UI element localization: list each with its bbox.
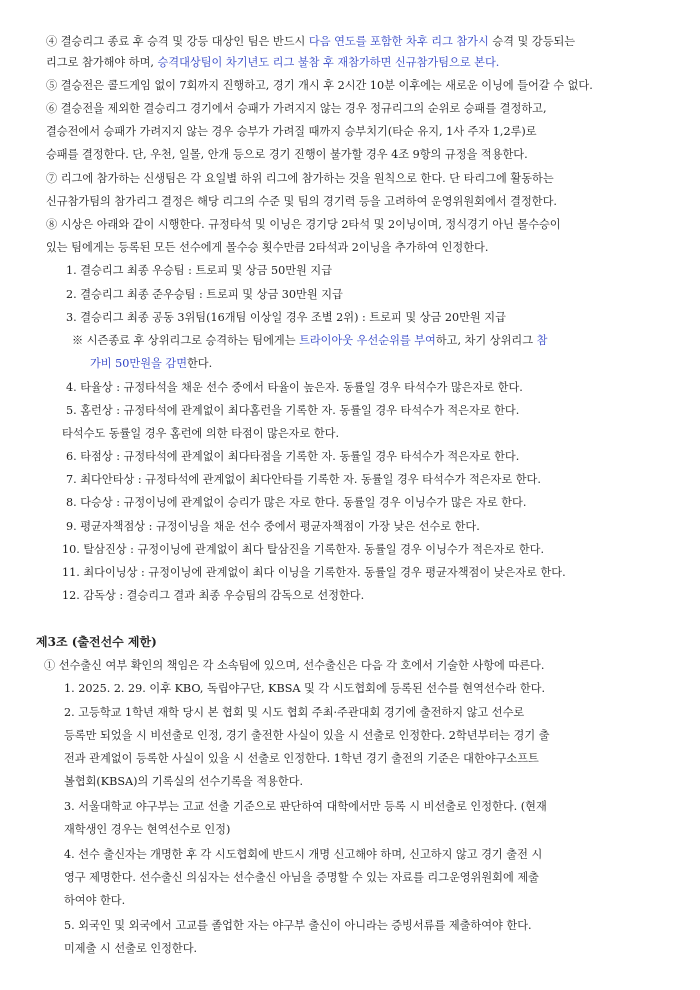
rule-item: 영구 제명한다. 선수출신 의심자는 선수출신 아님을 증명할 수 있는 자료를 리그운영위원회에 제출 bbox=[64, 871, 539, 884]
item4-line1 bbox=[46, 35, 575, 49]
award-item: 10. 탈삼진상 : 규정이닝에 관계없이 최다 탈삼진을 기록한자. 동률일 경우 이닝수가 적은자로 한다. bbox=[62, 543, 545, 556]
award-item: 12. 감독상 : 결승리그 결과 최종 우승팀의 감독으로 선정한다. bbox=[62, 589, 365, 602]
promotion-note-line2 bbox=[90, 357, 212, 371]
rule-item: 3. 서울대학교 야구부는 고교 선출 기준으로 판단하여 대학에서만 등록 시 비선출로 인정한다. (현재 bbox=[64, 800, 547, 813]
rule-item: 2. 고등학교 1학년 재학 당시 본 협회 및 시도 협회 주최·주관대회 경기에 출전하지 않고 선수로 bbox=[64, 706, 525, 719]
rule-item: 전과 관계없이 등록한 사실이 있을 시 선출로 인정한다. 1학년 경기 출전의 기준은 대한야구소프트 bbox=[64, 752, 539, 765]
rule-item: 1. 2025. 2. 29. 이후 KBO, 독립야구단, KBSA 및 각 시도협회에 등록된 선수를 현역선수라 한다. bbox=[64, 682, 546, 695]
item4-highlight-b: 승격대상팀이 차기년도 리그 불참 후 재참가하면 신규참가팀으로 본다. bbox=[157, 56, 500, 69]
award-item: 9. 평균자책점상 : 규정이닝을 채운 선수 중에서 평균자책점이 가장 낮은 선수로 한다. bbox=[66, 520, 480, 533]
rule-item: 하여야 한다. bbox=[64, 894, 126, 907]
award-item: 2. 결승리그 최종 준우승팀 : 트로피 및 상금 30만원 지급 bbox=[66, 288, 343, 301]
item4-text-a: ④ 결승리그 종료 후 승격 및 강등 대상인 팀은 반드시 bbox=[46, 35, 309, 48]
section3-title: 제3조 (출전선수 제한) bbox=[36, 635, 157, 649]
award-item: 6. 타점상 : 규정타석에 관계없이 최다타점을 기록한 자. 동률일 경우 타석수가 적은자로 한다. bbox=[66, 450, 520, 463]
note-text-a: ※ 시즌종료 후 상위리그로 승격하는 팀에게는 bbox=[72, 334, 300, 347]
award-item: 3. 결승리그 최종 공동 3위팀(16개팀 이상일 경우 조별 2위) : 트로피 및 상금 20만원 지급 bbox=[66, 311, 506, 324]
note-highlight-a: 트라이아웃 우선순위를 부여 bbox=[299, 334, 436, 347]
note-text-e: 한다. bbox=[187, 357, 213, 370]
section3-intro: ① 선수출신 여부 확인의 책임은 각 소속팀에 있으며, 선수출신은 다음 각 호에서 기술한 사항에 따른다. bbox=[44, 659, 545, 672]
rule-item: 등록만 되었을 시 비선출로 인정, 경기 출전한 사실이 있을 시 선출로 인정한다. 2학년부터는 경기 출 bbox=[64, 729, 550, 742]
note-highlight-b: 참 bbox=[536, 334, 548, 347]
award-item: 7. 최다안타상 : 규정타석에 관계없이 최다안타를 기록한 자. 동률일 경우 타석수가 적은자로 한다. bbox=[66, 473, 541, 486]
item4-text-d: 리그로 참가해야 하며, bbox=[46, 56, 158, 69]
award-item-continued: 타석수도 동률일 경우 홈런에 의한 타점이 많은자로 한다. bbox=[62, 427, 340, 440]
item8-line: ⑧ 시상은 아래와 같이 시행한다. 규정타석 및 이닝은 경기당 2타석 및 2이닝이며, 정식경기 아닌 몰수승이 bbox=[46, 218, 561, 231]
note-text-c: 하고, 차기 상위리그 bbox=[435, 334, 537, 347]
item6-line: ⑥ 결승전을 제외한 결승리그 경기에서 승패가 가려지지 않는 경우 정규리그의 순위로 승패를 결정하고, bbox=[46, 102, 547, 115]
item7-line: ⑦ 리그에 참가하는 신생팀은 각 요일별 하위 리그에 참가하는 것을 원칙으로 한다. 단 타리그에 활동하는 bbox=[46, 172, 554, 185]
award-item: 5. 홈런상 : 규정타석에 관계없이 최다홈런을 기록한 자. 동률일 경우 타석수가 적은자로 한다. bbox=[66, 404, 520, 417]
rule-item: 미제출 시 선출로 인정한다. bbox=[64, 942, 198, 955]
award-item: 4. 타율상 : 규정타석을 채운 선수 중에서 타율이 높은자. 동률일 경우 타석수가 많은자로 한다. bbox=[66, 381, 523, 394]
item5: ⑤ 결승전은 콜드게임 없이 7회까지 진행하고, 경기 개시 후 2시간 10분 이후에는 새로운 이닝에 들어갈 수 없다. bbox=[46, 79, 593, 92]
rule-item: 5. 외국인 및 외국에서 고교를 졸업한 자는 야구부 출신이 아니라는 증빙서류를 제출하여야 한다. bbox=[64, 919, 532, 932]
rule-item: 4. 선수 출신자는 개명한 후 각 시도협회에 반드시 개명 신고해야 하며, 신고하지 않고 경기 출전 시 bbox=[64, 848, 543, 861]
item7-line: 신규참가팀의 참가리그 결정은 해당 리그의 수준 및 팀의 경기력 등을 고려하여 운영위원회에서 결정한다. bbox=[46, 195, 557, 208]
item4-line2 bbox=[46, 56, 499, 70]
award-item: 1. 결승리그 최종 우승팀 : 트로피 및 상금 50만원 지급 bbox=[66, 264, 333, 277]
note-highlight-c: 가비 50만원을 감면 bbox=[90, 357, 187, 370]
item8-line: 있는 팀에게는 등록된 모든 선수에게 몰수승 횟수만큼 2타석과 2이닝을 추가하여 인정한다. bbox=[46, 241, 489, 254]
award-item: 8. 다승상 : 규정이닝에 관계없이 승리가 많은 자로 한다. 동률일 경우 이닝수가 많은 자로 한다. bbox=[66, 496, 527, 509]
item6-line: 결승전에서 승패가 가려지지 않는 경우 승부가 가려질 때까지 승부치기(타순 유지, 1사 주자 1,2루)로 bbox=[46, 125, 537, 138]
award-item: 11. 최다이닝상 : 규정이닝에 관계없이 최다 이닝을 기록한자. 동률일 경우 평균자책점이 낮은자로 한다. bbox=[62, 566, 566, 579]
rule-item: 볼협회(KBSA)의 기록실의 선수기록을 적용한다. bbox=[64, 775, 303, 788]
item6-line: 승패를 결정한다. 단, 우천, 일몰, 안개 등으로 경기 진행이 불가할 경우 4조 9항의 규정을 적용한다. bbox=[46, 148, 528, 161]
item4-highlight-a: 다음 연도를 포함한 차후 리그 참가시 bbox=[308, 35, 489, 48]
rule-item: 재학생인 경우는 현역선수로 인정) bbox=[64, 823, 231, 836]
promotion-note-line1 bbox=[72, 334, 547, 348]
item4-text-c: 승격 및 강등되는 bbox=[488, 35, 576, 48]
